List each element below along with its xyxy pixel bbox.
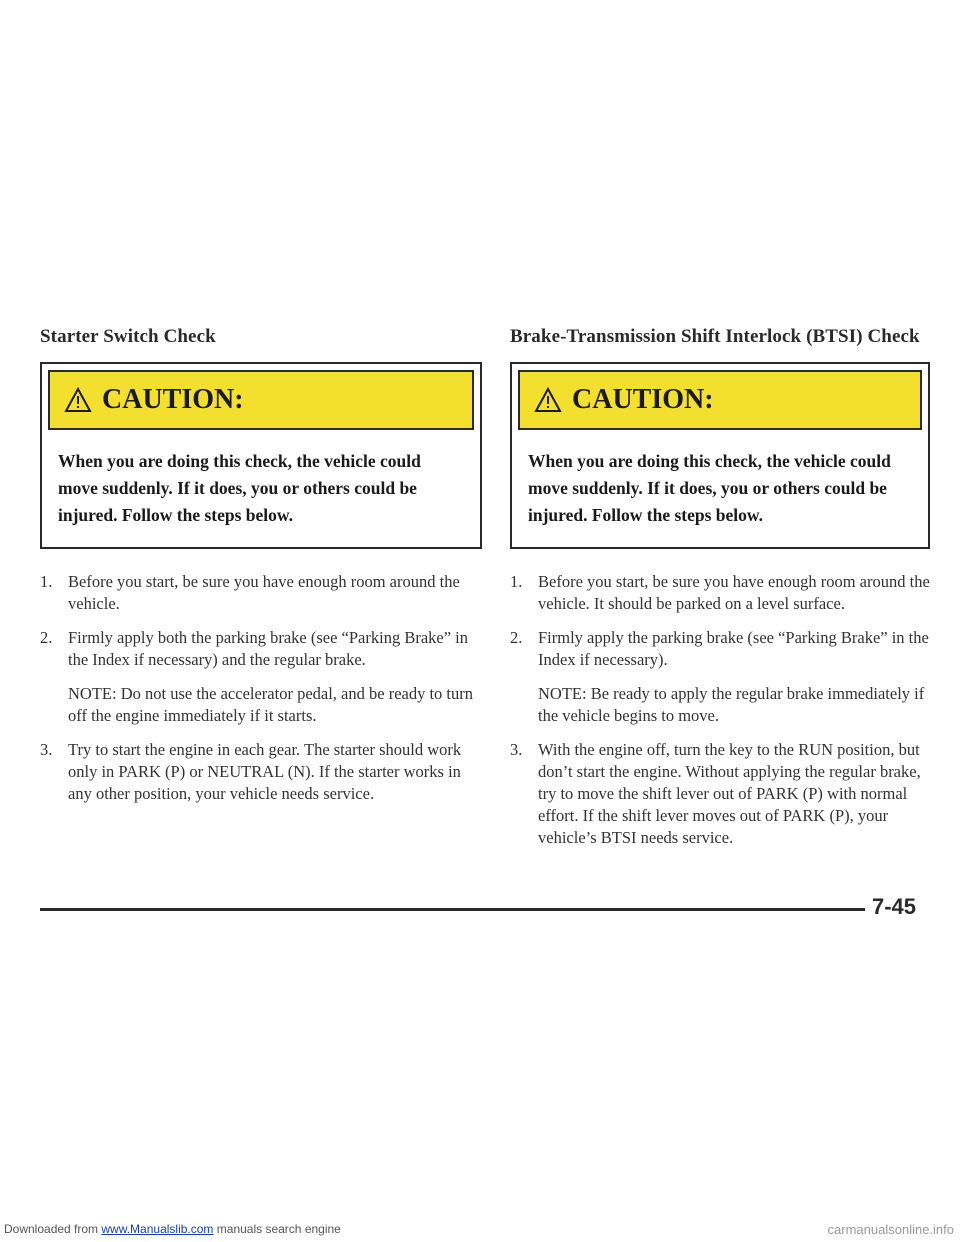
starter-switch-section: [40, 326, 482, 817]
step-text: Firmly apply the parking brake (see “Parking Brake” in the Index if necessary).: [538, 628, 929, 669]
warning-triangle-icon: [64, 387, 92, 413]
step-number: 1.: [510, 572, 523, 591]
step-item: [40, 627, 482, 671]
step-number: 3.: [510, 740, 523, 759]
step-number: 1.: [40, 572, 53, 591]
step-text: Before you start, be sure you have enough room around the vehicle. It should be parked on a level surface.: [538, 572, 930, 613]
caution-box: [510, 362, 930, 549]
step-item: [510, 571, 930, 615]
step-text: Try to start the engine in each gear. The starter should work only in PARK (P) or NEUTRAL (N). If the starter works in any other position, your vehicle needs service.: [68, 740, 462, 803]
download-suffix: manuals search engine: [213, 1222, 341, 1236]
step-text: With the engine off, turn the key to the RUN position, but don’t start the engine. Without applying the regular brake, try to move the shift lever out of PARK (P) with normal effort. If the shift lever moves out of PARK (P), your vehicle’s BTSI needs service.: [538, 740, 921, 847]
step-text: Before you start, be sure you have enough room around the vehicle.: [68, 572, 460, 613]
download-prefix: Downloaded from: [4, 1222, 102, 1236]
download-source: [4, 1222, 341, 1236]
note-text: NOTE: Do not use the accelerator pedal, and be ready to turn off the engine immediately if it starts.: [68, 684, 474, 725]
caution-title: CAUTION:: [572, 384, 714, 415]
steps-list: [40, 571, 482, 805]
step-item: [510, 739, 930, 849]
caution-text: When you are doing this check, the vehicle could move suddenly. If it does, you or others could be injured. Follow the steps below.: [528, 451, 891, 525]
btsi-check-section: [510, 326, 930, 861]
caution-header: [518, 370, 922, 430]
page-number: 7-45: [872, 894, 917, 919]
step-text: Firmly apply both the parking brake (see “Parking Brake” in the Index if necessary) and the regular brake.: [68, 628, 469, 669]
caution-box: [40, 362, 482, 549]
step-number: 2.: [40, 628, 53, 647]
step-item: [510, 627, 930, 671]
footer-rule: [40, 908, 865, 911]
manualslib-link[interactable]: www.Manualslib.com: [101, 1222, 214, 1236]
step-item: [40, 739, 482, 805]
caution-title: CAUTION:: [102, 384, 244, 415]
section-heading: Brake-Transmission Shift Interlock (BTSI) Check: [510, 326, 920, 347]
step-number: 2.: [510, 628, 523, 647]
note-text: NOTE: Be ready to apply the regular brake immediately if the vehicle begins to move.: [538, 684, 925, 725]
caution-text: When you are doing this check, the vehicle could move suddenly. If it does, you or others could be injured. Follow the steps below.: [58, 451, 421, 525]
site-watermark: carmanualsonline.info: [827, 1222, 954, 1237]
warning-triangle-icon: [534, 387, 562, 413]
section-heading: Starter Switch Check: [40, 326, 216, 347]
step-number: 3.: [40, 740, 53, 759]
steps-list: [510, 571, 930, 849]
step-item: [40, 571, 482, 615]
caution-header: [48, 370, 474, 430]
